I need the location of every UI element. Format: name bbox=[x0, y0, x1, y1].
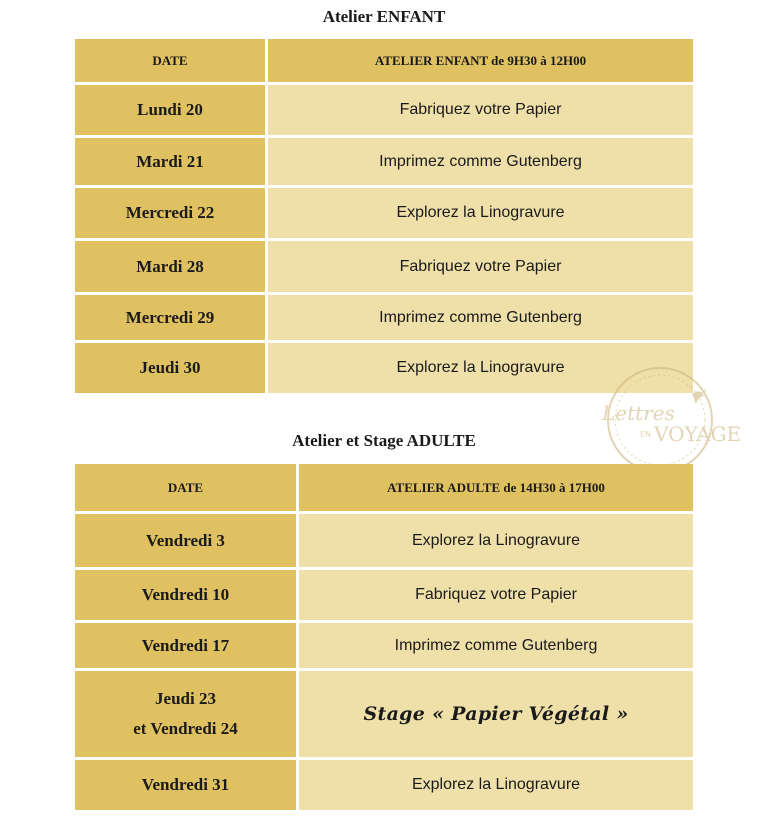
table-row bbox=[75, 295, 693, 340]
activity-cell bbox=[299, 671, 693, 757]
date-line: Jeudi 23 bbox=[155, 689, 216, 708]
enfant-section-title: Atelier ENFANT bbox=[322, 7, 446, 26]
table-row bbox=[75, 241, 693, 292]
activity-cell: Imprimez comme Gutenberg bbox=[268, 295, 693, 340]
activity-cell: Imprimez comme Gutenberg bbox=[268, 138, 693, 185]
stamp-brand-word: VOYAGE bbox=[654, 422, 742, 446]
table-row bbox=[75, 138, 693, 185]
date-cell: Vendredi 31 bbox=[75, 760, 296, 810]
activity-column-header: ATELIER ENFANT de 9H30 à 12H00 bbox=[268, 39, 693, 82]
stamp-brand-word: EN bbox=[640, 430, 652, 439]
date-cell: Mardi 21 bbox=[75, 138, 265, 185]
date-cell: Lundi 20 bbox=[75, 85, 265, 135]
table-row bbox=[75, 514, 693, 567]
enfant-schedule-table bbox=[72, 36, 696, 396]
adulte-schedule-table bbox=[72, 461, 696, 813]
date-cell: Mercredi 22 bbox=[75, 188, 265, 238]
table-row bbox=[75, 188, 693, 238]
date-cell: Vendredi 3 bbox=[75, 514, 296, 567]
bird-icon bbox=[692, 391, 704, 404]
date-column-header: DATE bbox=[75, 39, 265, 82]
activity-column-header: ATELIER ADULTE de 14H30 à 17H00 bbox=[299, 464, 693, 511]
date-cell: Mercredi 29 bbox=[75, 295, 265, 340]
date-cell: Mardi 28 bbox=[75, 241, 265, 292]
stage-label: Stage « Papier Végétal » bbox=[363, 703, 629, 725]
date-column-header: DATE bbox=[75, 464, 296, 511]
activity-cell: Explorez la Linogravure bbox=[299, 760, 693, 810]
table-row bbox=[75, 760, 693, 810]
adulte-section-title: Atelier et Stage ADULTE bbox=[292, 431, 476, 450]
activity-cell: Explorez la Linogravure bbox=[268, 188, 693, 238]
date-cell: Vendredi 17 bbox=[75, 623, 296, 668]
table-row bbox=[75, 623, 693, 668]
table-row bbox=[75, 85, 693, 135]
date-line: et Vendredi 24 bbox=[133, 719, 238, 738]
table-header-row bbox=[75, 464, 693, 511]
table-row bbox=[75, 570, 693, 620]
activity-cell: Fabriquez votre Papier bbox=[299, 570, 693, 620]
table-row bbox=[75, 671, 693, 757]
date-cell: Jeudi 30 bbox=[75, 343, 265, 393]
table-header-row bbox=[75, 39, 693, 82]
activity-cell: Fabriquez votre Papier bbox=[268, 241, 693, 292]
date-cell bbox=[75, 671, 296, 757]
activity-cell: Explorez la Linogravure bbox=[268, 343, 693, 393]
activity-cell: Fabriquez votre Papier bbox=[268, 85, 693, 135]
stamp-brand-word: Lettres bbox=[602, 401, 675, 425]
activity-cell: Explorez la Linogravure bbox=[299, 514, 693, 567]
activity-cell: Imprimez comme Gutenberg bbox=[299, 623, 693, 668]
date-cell: Vendredi 10 bbox=[75, 570, 296, 620]
